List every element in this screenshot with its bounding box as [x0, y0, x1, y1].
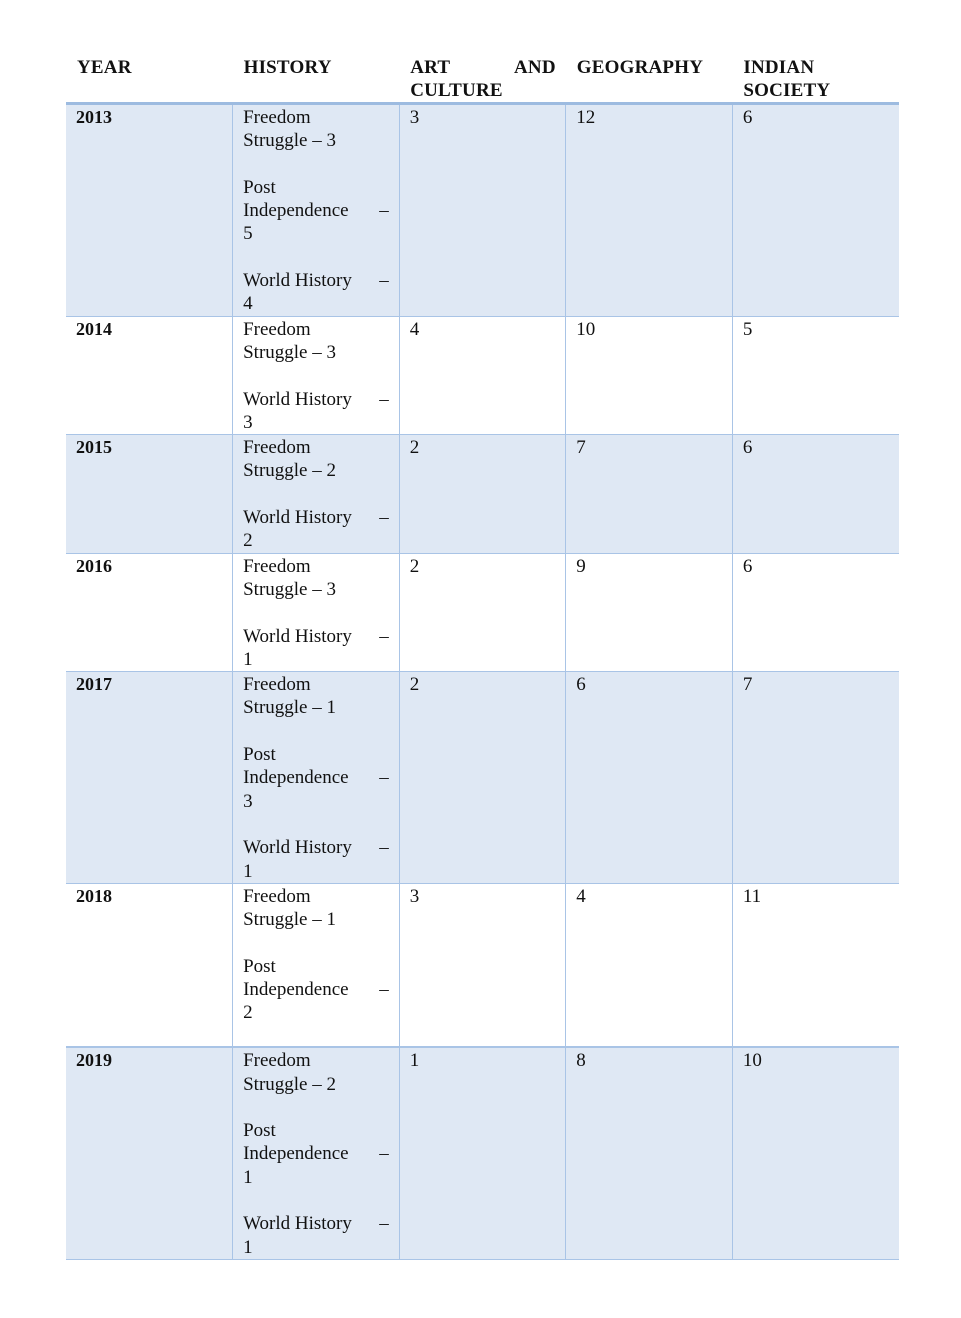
table-row	[66, 1047, 899, 1259]
history-line-text: World History	[243, 837, 352, 859]
header-art-and-culture	[399, 54, 566, 104]
history-line	[243, 1142, 389, 1165]
history-cell	[233, 435, 400, 553]
header-society-line1: INDIAN	[743, 57, 815, 78]
history-line: 2	[243, 530, 253, 552]
art-culture-cell: 4	[399, 316, 566, 434]
history-line: 1	[243, 648, 253, 670]
indian-society-cell: 5	[732, 316, 899, 434]
history-line	[243, 978, 389, 1001]
history-line-text: World History	[243, 270, 352, 292]
indian-society-cell: 6	[732, 553, 899, 671]
art-culture-cell: 2	[399, 672, 566, 884]
geography-cell: 12	[566, 104, 733, 317]
history-line: Freedom	[243, 555, 311, 577]
year-cell: 2016	[66, 553, 233, 671]
geography-cell: 6	[566, 672, 733, 884]
indian-society-cell: 6	[732, 435, 899, 553]
geography-cell: 8	[566, 1047, 733, 1259]
history-line: Struggle – 1	[243, 697, 336, 719]
table-header-row	[66, 54, 899, 104]
table-row	[66, 435, 899, 553]
history-line-text: World History	[243, 1213, 352, 1235]
history-line: 4	[243, 293, 253, 315]
art-culture-cell: 1	[399, 1047, 566, 1259]
history-line	[243, 199, 389, 222]
history-cell	[233, 883, 400, 1047]
history-line: Freedom	[243, 107, 311, 128]
header-art-line2: CULTURE	[410, 80, 503, 101]
history-line-text: World History	[243, 625, 352, 647]
header-year: YEAR	[66, 54, 233, 104]
history-line-text: Independence	[243, 978, 349, 1000]
history-line: Post	[243, 176, 276, 198]
history-line: Freedom	[243, 437, 311, 459]
geography-cell: 10	[566, 316, 733, 434]
history-line	[243, 1212, 389, 1235]
history-line: 3	[243, 411, 253, 433]
subject-table-container	[66, 54, 899, 1260]
history-line	[243, 388, 389, 411]
history-line: Post	[243, 955, 276, 977]
history-line: Struggle – 2	[243, 460, 336, 482]
history-line: 1	[243, 1166, 253, 1188]
history-line	[243, 766, 389, 789]
history-line-text: Independence	[243, 200, 349, 222]
table-row	[66, 672, 899, 884]
history-cell	[233, 1047, 400, 1259]
history-line-dash: –	[379, 625, 389, 647]
history-cell	[233, 553, 400, 671]
history-line: Struggle – 2	[243, 1073, 336, 1095]
history-line: Freedom	[243, 1050, 311, 1072]
geography-cell: 9	[566, 553, 733, 671]
history-line: Post	[243, 1120, 276, 1142]
history-line	[243, 269, 389, 292]
history-cell	[233, 316, 400, 434]
year-cell: 2019	[66, 1047, 233, 1259]
header-geography: GEOGRAPHY	[566, 54, 733, 104]
year-cell: 2017	[66, 672, 233, 884]
header-society-line2: SOCIETY	[743, 80, 831, 101]
history-line-text: World History	[243, 507, 352, 529]
history-line-text: World History	[243, 388, 352, 410]
history-line-dash: –	[379, 507, 389, 529]
history-line: 2	[243, 1002, 253, 1024]
history-line	[243, 625, 389, 648]
history-line: Freedom	[243, 674, 311, 696]
history-line: 1	[243, 860, 253, 882]
indian-society-cell: 6	[732, 104, 899, 317]
history-line: Struggle – 3	[243, 341, 336, 363]
history-line: Struggle – 3	[243, 578, 336, 600]
subject-question-table	[66, 54, 899, 1260]
history-line-dash: –	[379, 200, 389, 222]
indian-society-cell: 11	[732, 883, 899, 1047]
history-line: Freedom	[243, 885, 311, 907]
history-line-dash: –	[379, 978, 389, 1000]
history-cell	[233, 672, 400, 884]
history-line: Post	[243, 744, 276, 766]
history-line-dash: –	[379, 837, 389, 859]
history-line-dash: –	[379, 1213, 389, 1235]
year-cell: 2018	[66, 883, 233, 1047]
table-row	[66, 104, 899, 317]
history-line-dash: –	[379, 1143, 389, 1165]
geography-cell: 7	[566, 435, 733, 553]
history-line: 3	[243, 790, 253, 812]
history-line-text: Independence	[243, 1143, 349, 1165]
header-art-line1	[410, 56, 556, 79]
year-cell: 2014	[66, 316, 233, 434]
indian-society-cell: 7	[732, 672, 899, 884]
table-row	[66, 553, 899, 671]
year-cell: 2013	[66, 104, 233, 317]
history-line-dash: –	[379, 388, 389, 410]
history-line: Struggle – 1	[243, 909, 336, 931]
history-line-text: Independence	[243, 767, 349, 789]
header-indian-society	[732, 54, 899, 104]
art-culture-cell: 2	[399, 553, 566, 671]
history-cell	[233, 104, 400, 317]
table-row	[66, 316, 899, 434]
table-body	[66, 104, 899, 1260]
history-line: 5	[243, 223, 253, 245]
history-line-dash: –	[379, 767, 389, 789]
header-art-word2: AND	[514, 57, 556, 78]
header-history: HISTORY	[233, 54, 400, 104]
header-art-word1: ART	[410, 57, 451, 78]
history-line-dash: –	[379, 270, 389, 292]
history-line: 1	[243, 1236, 253, 1258]
history-line: Struggle – 3	[243, 130, 336, 152]
table-row	[66, 883, 899, 1047]
history-line	[243, 836, 389, 859]
art-culture-cell: 3	[399, 883, 566, 1047]
art-culture-cell: 2	[399, 435, 566, 553]
geography-cell: 4	[566, 883, 733, 1047]
indian-society-cell: 10	[732, 1047, 899, 1259]
art-culture-cell: 3	[399, 104, 566, 317]
year-cell: 2015	[66, 435, 233, 553]
history-line: Freedom	[243, 318, 311, 340]
history-line	[243, 506, 389, 529]
